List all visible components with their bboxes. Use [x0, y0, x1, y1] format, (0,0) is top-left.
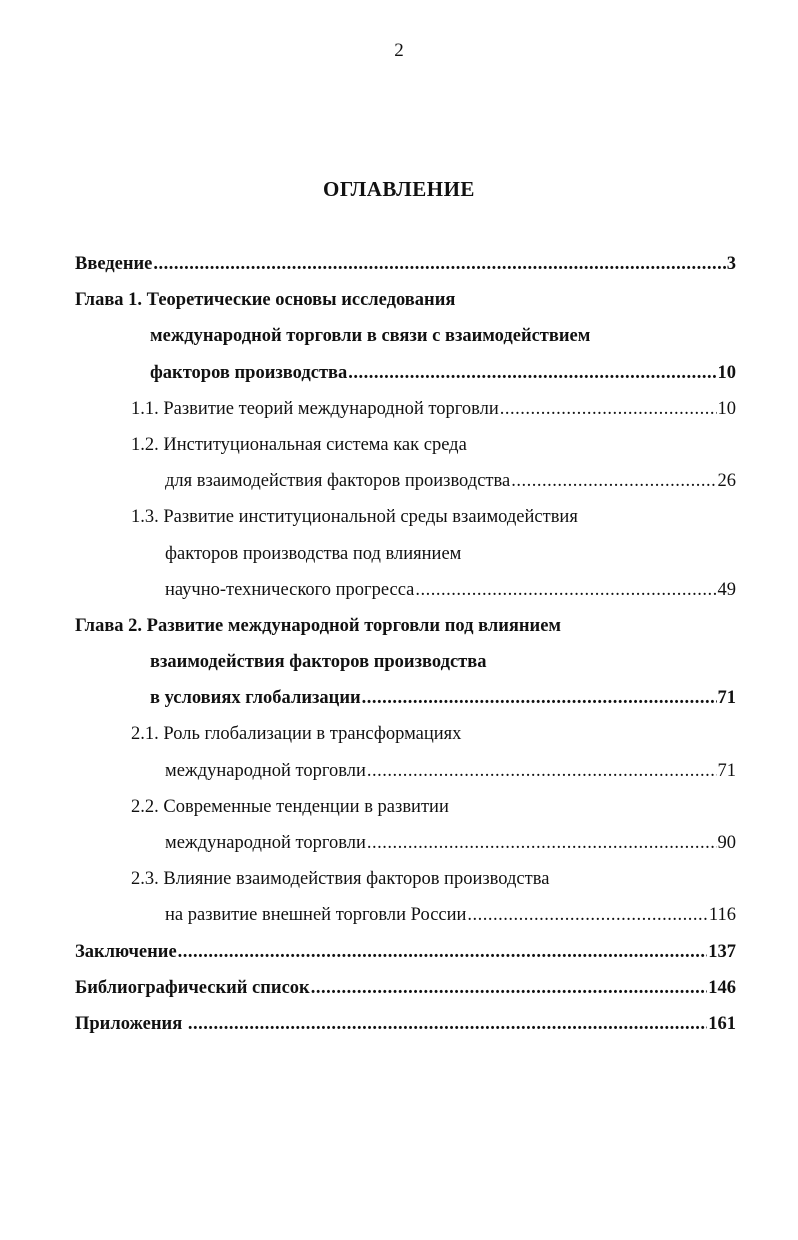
toc-section-1-3-line2	[75, 542, 736, 578]
toc-entry-page: 146	[708, 977, 736, 998]
dot-leader	[188, 1012, 707, 1036]
dot-leader	[362, 686, 717, 710]
dot-leader	[367, 831, 717, 855]
toc-entry-page: 161	[708, 1013, 736, 1034]
toc-chapter1-line3	[75, 361, 736, 397]
toc-section-2-2-line2	[75, 831, 736, 867]
toc-entry-label: Введение	[75, 254, 153, 274]
toc-entry-label: международной торговли в связи с взаимодействием	[150, 326, 591, 347]
dot-leader	[178, 940, 708, 964]
toc-section-1-1	[75, 397, 736, 433]
toc-entry-label: 1.3. Развитие институциональной среды взаимодействия	[131, 507, 578, 528]
toc-section-1-2-line1	[75, 433, 736, 469]
toc-entry-label: 2.1. Роль глобализации в трансформациях	[131, 724, 462, 745]
toc-entry-label: факторов производства под влиянием	[165, 543, 462, 564]
toc-entry-label: международной торговли	[165, 833, 366, 853]
toc-section-2-3-line1	[75, 867, 736, 903]
toc-section-2-1-line2	[75, 759, 736, 795]
dot-leader	[367, 759, 717, 783]
toc-entry-label: на развитие внешней торговли России	[165, 905, 467, 926]
toc-entry-label: факторов производства	[150, 362, 348, 383]
toc-entry-label: для взаимодействия факторов производства	[165, 471, 511, 492]
toc-entry-label: 1.2. Институциональная система как среда	[131, 434, 467, 455]
toc-section-2-1-line1	[75, 722, 736, 758]
toc-section-2-2-line1	[75, 795, 736, 831]
toc-section-2-3-line2	[75, 903, 736, 939]
toc-entry-page: 3	[726, 254, 736, 274]
dot-leader	[348, 361, 716, 385]
toc-entry-page: 90	[717, 833, 736, 853]
toc-chapter1-line2	[75, 324, 736, 360]
toc-entry-page: 71	[717, 760, 736, 781]
toc-entry-page: 26	[717, 471, 736, 492]
toc-chapter2-line2	[75, 650, 736, 686]
toc-entry-page: 137	[708, 941, 736, 962]
toc-entry-label: Библиографический список	[75, 977, 310, 998]
toc-entry-conclusion	[75, 940, 736, 976]
toc-chapter1-line1	[75, 288, 736, 324]
toc-entry-label: Глава 1. Теоретические основы исследования	[75, 290, 456, 311]
toc-entry-label: Глава 2. Развитие международной торговли под влиянием	[75, 615, 562, 636]
dot-leader	[311, 976, 708, 1000]
toc-title: ОГЛАВЛЕНИЕ	[323, 177, 475, 201]
dot-leader	[415, 578, 716, 602]
toc-entry-page: 10	[717, 398, 736, 419]
toc-section-1-3-line3	[75, 578, 736, 614]
toc-entry-page: 49	[717, 579, 736, 600]
toc-entry-page: 71	[717, 688, 736, 709]
toc-section-1-2-line2	[75, 469, 736, 505]
toc-entry-intro	[75, 252, 736, 288]
toc-entry-label: 2.2. Современные тенденции в развитии	[131, 796, 449, 817]
toc-section-1-3-line1	[75, 505, 736, 541]
toc-entry-label: Приложения	[75, 1013, 187, 1034]
toc-entry-label: в условиях глобализации	[150, 688, 361, 709]
toc-entry-appendices	[75, 1012, 736, 1048]
toc-entry-page: 10	[717, 362, 736, 383]
toc-entry-label: взаимодействия факторов производства	[150, 652, 487, 673]
toc-entry-label: 1.1. Развитие теорий международной торговли	[131, 398, 499, 419]
toc-chapter2-line3	[75, 686, 736, 722]
toc-entry-label: международной торговли	[165, 760, 366, 781]
toc-entry-page: 116	[708, 905, 736, 926]
page-number: 2	[394, 40, 404, 61]
dot-leader	[511, 469, 716, 493]
table-of-contents	[75, 252, 736, 1048]
toc-entry-label: 2.3. Влияние взаимодействия факторов производства	[131, 869, 550, 890]
toc-entry-label: Заключение	[75, 941, 177, 962]
dot-leader	[500, 397, 717, 421]
toc-chapter2-line1	[75, 614, 736, 650]
dot-leader	[467, 903, 708, 927]
toc-entry-bibliography	[75, 976, 736, 1012]
dot-leader	[153, 252, 725, 276]
toc-entry-label: научно-технического прогресса	[165, 579, 415, 600]
